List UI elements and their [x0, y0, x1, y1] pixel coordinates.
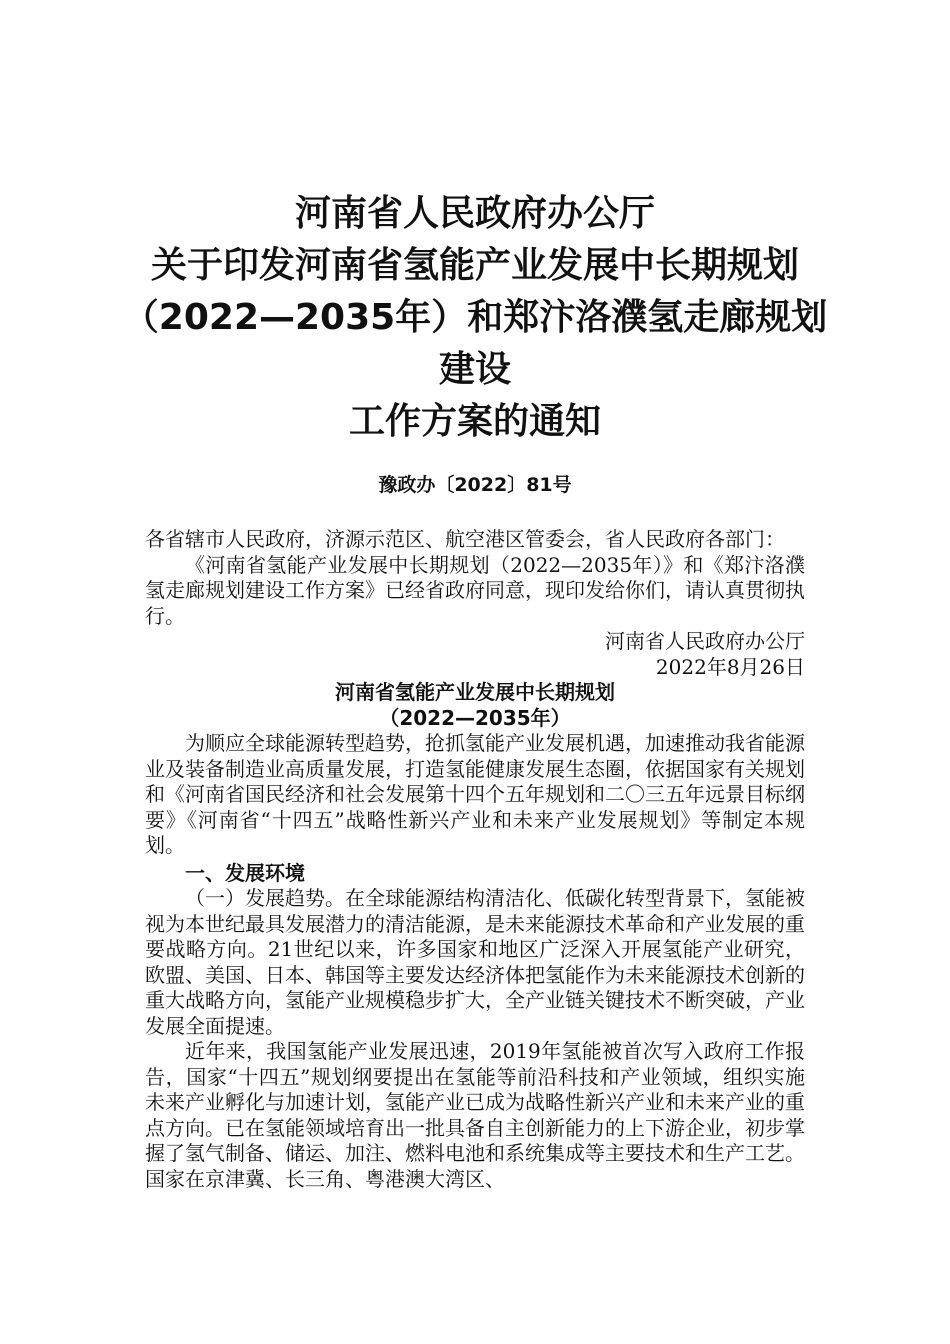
- title-line-3: （2022—2035年）和郑汴洛濮氢走廊规划: [122, 297, 828, 338]
- notice-body: 《河南省氢能产业发展中长期规划（2022—2035年）》和《郑汴洛濮氢走廊规划建设工作方案》已经省政府同意，现印发给你们，请认真贯彻执行。: [145, 552, 805, 628]
- paragraph-2: 近年来，我国氢能产业发展迅速，2019年氢能被首次写入政府工作报告，国家“十四五”规划纲要提出在氢能等前沿科技和产业领域，组织实施未来产业孵化与加速计划，氢能产业已成为战略性新兴产业和未来产业的重点方向。已在氢能领域培育出一批具备自主创新能力的上下游企业，初步掌握了氢气制备、储运、加注、燃料电池和系统集成等主要技术和生产工艺。国家在京津冀、长三角、粤港澳大湾区、: [145, 1039, 805, 1191]
- addressee: 各省辖市人民政府，济源示范区、航空港区管委会，省人民政府各部门：: [145, 527, 785, 551]
- title-line-5: 工作方案的通知: [348, 401, 601, 442]
- paragraph-1: （一）发展趋势。在全球能源结构清洁化、低碳化转型背景下，氢能被视为本世纪最具发展潜力的清洁能源，是未来能源技术革命和产业发展的重要战略方向。21世纪以来，许多国家和地区广泛深入开展氢能产业研究，欧盟、美国、日本、韩国等主要发达经济体把氢能作为未来能源技术创新的重大战略方向，氢能产业规模稳步扩大，全产业链关键技术不断突破，产业发展全面提速。: [145, 886, 805, 1038]
- title-line-2: 关于印发河南省氢能产业发展中长期规划: [150, 245, 799, 286]
- section-heading: 一、发展环境: [185, 860, 305, 885]
- document-body: [145, 527, 805, 1192]
- title-line-4: 建设: [438, 349, 511, 390]
- plan-period: （2022—2035年）: [379, 705, 571, 730]
- title-line-1: 河南省人民政府办公厅: [294, 193, 655, 234]
- intro-paragraph: 为顺应全球能源转型趋势，抢抓氢能产业发展机遇，加速推动我省能源业及装备制造业高质量发展，打造氢能健康发展生态圈，依据国家有关规划和《河南省国民经济和社会发展第十四个五年规划和二〇三五年远景目标纲要》《河南省“十四五”战略性新兴产业和未来产业发展规划》等制定本规划。: [145, 731, 805, 857]
- issue-date: 2022年8月26日: [655, 654, 805, 679]
- plan-title: 河南省氢能产业发展中长期规划: [335, 680, 615, 704]
- document-number: 豫政办〔2022〕81号: [378, 474, 572, 496]
- signature: 河南省人民政府办公厅: [605, 629, 805, 653]
- document-title: [0, 188, 950, 448]
